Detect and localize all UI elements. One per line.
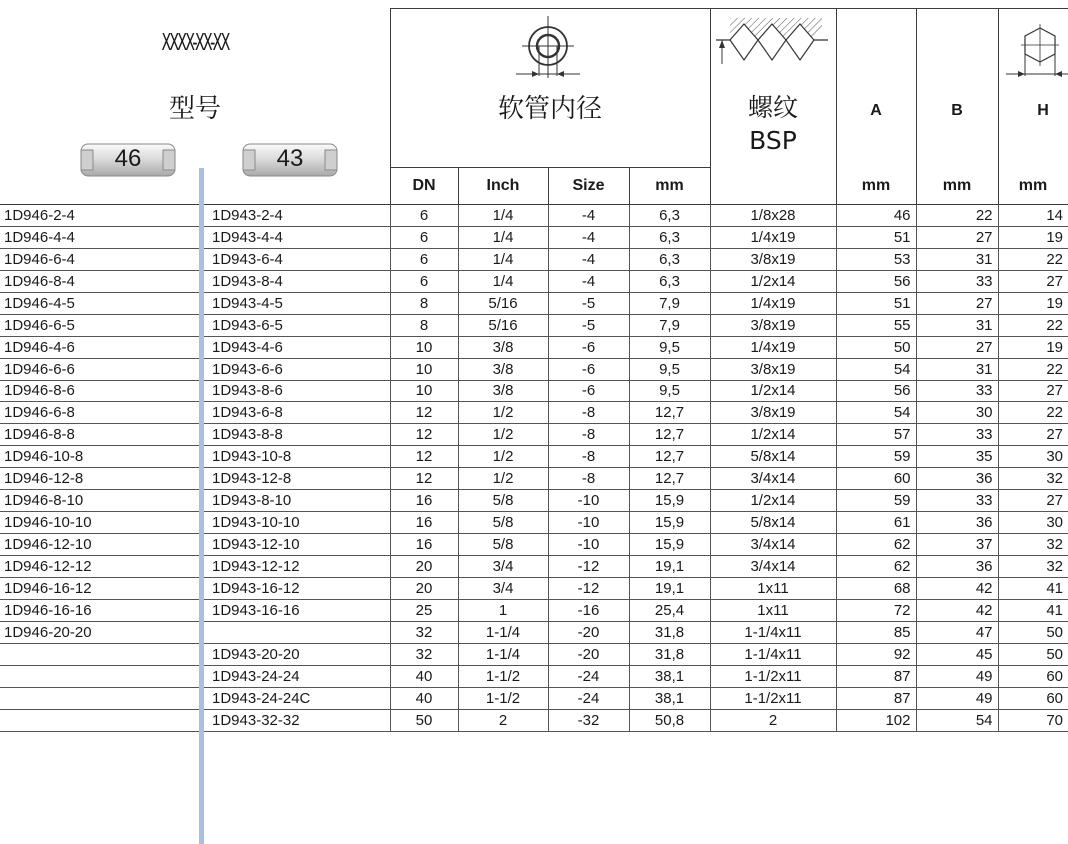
size-cell: -10 bbox=[548, 512, 629, 534]
dn-cell: 8 bbox=[390, 292, 458, 314]
thread-cell: 3/4x14 bbox=[710, 556, 836, 578]
inch-cell: 1/2 bbox=[458, 468, 548, 490]
model-43-cell: 1D943-8-8 bbox=[199, 424, 390, 446]
model-43-cell: 1D943-2-4 bbox=[199, 205, 390, 226]
dn-cell: 12 bbox=[390, 446, 458, 468]
col-b-header: B bbox=[951, 102, 963, 119]
table-row bbox=[0, 314, 1068, 336]
a-cell: 53 bbox=[836, 248, 916, 270]
sub-header-inch: Inch bbox=[486, 177, 520, 194]
a-cell: 87 bbox=[836, 687, 916, 709]
size-cell: -5 bbox=[548, 292, 629, 314]
spec-table bbox=[0, 205, 1068, 732]
h-cell: 60 bbox=[998, 687, 1068, 709]
table-row bbox=[0, 292, 1068, 314]
bore-mm-cell: 7,9 bbox=[629, 314, 710, 336]
bore-mm-cell: 38,1 bbox=[629, 665, 710, 687]
bore-mm-cell: 19,1 bbox=[629, 556, 710, 578]
dn-cell: 32 bbox=[390, 621, 458, 643]
dn-cell: 32 bbox=[390, 643, 458, 665]
table-row bbox=[0, 270, 1068, 292]
thread-cell: 1/4x19 bbox=[710, 292, 836, 314]
b-cell: 36 bbox=[916, 556, 998, 578]
model-46-cell: 1D946-4-5 bbox=[0, 292, 199, 314]
bore-mm-cell: 50,8 bbox=[629, 709, 710, 731]
table-row bbox=[0, 643, 1068, 665]
model-43-cell: 1D943-8-4 bbox=[199, 270, 390, 292]
size-cell: -16 bbox=[548, 599, 629, 621]
thread-cell: 1-1/2x11 bbox=[710, 665, 836, 687]
b-cell: 42 bbox=[916, 577, 998, 599]
inch-cell: 1/2 bbox=[458, 424, 548, 446]
sub-header-mm-h: mm bbox=[1018, 177, 1048, 194]
model-46-cell: 1D946-4-4 bbox=[0, 226, 199, 248]
inch-cell: 1/4 bbox=[458, 270, 548, 292]
model-43-cell: 1D943-6-5 bbox=[199, 314, 390, 336]
dn-cell: 10 bbox=[390, 358, 458, 380]
hexagon-width-icon bbox=[1006, 24, 1068, 80]
b-cell: 45 bbox=[916, 643, 998, 665]
model-46-cell: 1D946-6-6 bbox=[0, 358, 199, 380]
a-cell: 57 bbox=[836, 424, 916, 446]
model-43-cell: 1D943-16-12 bbox=[199, 577, 390, 599]
size-cell: -4 bbox=[548, 270, 629, 292]
dn-cell: 16 bbox=[390, 534, 458, 556]
table-row bbox=[0, 358, 1068, 380]
inch-cell: 1/4 bbox=[458, 205, 548, 226]
a-cell: 59 bbox=[836, 490, 916, 512]
h-cell: 14 bbox=[998, 205, 1068, 226]
a-cell: 62 bbox=[836, 556, 916, 578]
bore-mm-cell: 15,9 bbox=[629, 512, 710, 534]
b-cell: 35 bbox=[916, 446, 998, 468]
bore-mm-cell: 9,5 bbox=[629, 336, 710, 358]
col-a-header: A bbox=[870, 102, 882, 119]
a-cell: 68 bbox=[836, 577, 916, 599]
dn-cell: 6 bbox=[390, 205, 458, 226]
model-43-cell: 1D943-10-10 bbox=[199, 512, 390, 534]
fitting-43-label: 43 bbox=[276, 145, 304, 172]
table-row bbox=[0, 665, 1068, 687]
b-cell: 33 bbox=[916, 490, 998, 512]
col-h-header: H bbox=[1037, 102, 1049, 119]
bore-mm-cell: 31,8 bbox=[629, 621, 710, 643]
dn-cell: 6 bbox=[390, 248, 458, 270]
inch-cell: 2 bbox=[458, 709, 548, 731]
h-cell: 22 bbox=[998, 402, 1068, 424]
b-cell: 47 bbox=[916, 621, 998, 643]
sub-header-dn: DN bbox=[412, 177, 436, 194]
thread-cell: 1/4x19 bbox=[710, 336, 836, 358]
a-cell: 56 bbox=[836, 270, 916, 292]
h-cell: 27 bbox=[998, 270, 1068, 292]
thread-cell: 3/8x19 bbox=[710, 358, 836, 380]
b-cell: 36 bbox=[916, 468, 998, 490]
model-46-cell: 1D946-8-6 bbox=[0, 380, 199, 402]
fitting-46-label: 46 bbox=[114, 145, 142, 172]
b-cell: 27 bbox=[916, 226, 998, 248]
dn-cell: 12 bbox=[390, 468, 458, 490]
model-43-cell: 1D943-4-5 bbox=[199, 292, 390, 314]
dn-cell: 10 bbox=[390, 336, 458, 358]
size-cell: -20 bbox=[548, 643, 629, 665]
size-cell: -6 bbox=[548, 380, 629, 402]
a-cell: 72 bbox=[836, 599, 916, 621]
bore-mm-cell: 38,1 bbox=[629, 687, 710, 709]
model-46-cell bbox=[0, 687, 199, 709]
table-row bbox=[0, 490, 1068, 512]
size-cell: -6 bbox=[548, 336, 629, 358]
h-cell: 41 bbox=[998, 599, 1068, 621]
model-46-cell: 1D946-10-8 bbox=[0, 446, 199, 468]
model-46-cell bbox=[0, 643, 199, 665]
model-43-cell: 1D943-6-8 bbox=[199, 402, 390, 424]
fitting-43-graphic bbox=[240, 138, 340, 180]
size-cell: -4 bbox=[548, 205, 629, 226]
a-cell: 46 bbox=[836, 205, 916, 226]
size-cell: -8 bbox=[548, 468, 629, 490]
size-cell: -10 bbox=[548, 534, 629, 556]
b-cell: 54 bbox=[916, 709, 998, 731]
thread-cell: 1-1/2x11 bbox=[710, 687, 836, 709]
bore-mm-cell: 9,5 bbox=[629, 358, 710, 380]
h-cell: 22 bbox=[998, 248, 1068, 270]
model-46-cell: 1D946-12-10 bbox=[0, 534, 199, 556]
dn-cell: 6 bbox=[390, 270, 458, 292]
h-cell: 32 bbox=[998, 556, 1068, 578]
a-cell: 56 bbox=[836, 380, 916, 402]
hose-id-label: 软管内径 bbox=[497, 94, 602, 124]
inch-cell: 1/2 bbox=[458, 402, 548, 424]
size-cell: -24 bbox=[548, 687, 629, 709]
bore-mm-cell: 6,3 bbox=[629, 248, 710, 270]
model-46-cell: 1D946-16-12 bbox=[0, 577, 199, 599]
inch-cell: 3/8 bbox=[458, 358, 548, 380]
inch-cell: 1-1/2 bbox=[458, 687, 548, 709]
inch-cell: 1 bbox=[458, 599, 548, 621]
inch-cell: 5/8 bbox=[458, 512, 548, 534]
h-cell: 30 bbox=[998, 446, 1068, 468]
h-cell: 22 bbox=[998, 358, 1068, 380]
bore-mm-cell: 6,3 bbox=[629, 226, 710, 248]
table-row bbox=[0, 248, 1068, 270]
b-cell: 31 bbox=[916, 358, 998, 380]
thread-cell: 1x11 bbox=[710, 577, 836, 599]
model-46-cell: 1D946-8-8 bbox=[0, 424, 199, 446]
size-cell: -8 bbox=[548, 424, 629, 446]
dn-cell: 12 bbox=[390, 402, 458, 424]
thread-cell: 3/4x14 bbox=[710, 534, 836, 556]
table-row bbox=[0, 534, 1068, 556]
a-cell: 62 bbox=[836, 534, 916, 556]
a-cell: 60 bbox=[836, 468, 916, 490]
inch-cell: 3/8 bbox=[458, 336, 548, 358]
h-cell: 60 bbox=[998, 665, 1068, 687]
thread-cell: 2 bbox=[710, 709, 836, 731]
size-cell: -5 bbox=[548, 314, 629, 336]
bore-mm-cell: 15,9 bbox=[629, 490, 710, 512]
table-row bbox=[0, 380, 1068, 402]
model-46-cell bbox=[0, 665, 199, 687]
model-46-cell bbox=[0, 709, 199, 731]
model-43-cell: 1D943-24-24 bbox=[199, 665, 390, 687]
bore-mm-cell: 12,7 bbox=[629, 468, 710, 490]
b-cell: 36 bbox=[916, 512, 998, 534]
code-format: XXXX-XX-XX bbox=[161, 30, 229, 56]
b-cell: 31 bbox=[916, 248, 998, 270]
inch-cell: 5/16 bbox=[458, 314, 548, 336]
model-43-cell: 1D943-12-12 bbox=[199, 556, 390, 578]
model-46-cell: 1D946-12-12 bbox=[0, 556, 199, 578]
model-46-cell: 1D946-20-20 bbox=[0, 621, 199, 643]
size-cell: -32 bbox=[548, 709, 629, 731]
h-cell: 50 bbox=[998, 643, 1068, 665]
h-cell: 19 bbox=[998, 336, 1068, 358]
table-row bbox=[0, 709, 1068, 731]
model-43-cell: 1D943-12-10 bbox=[199, 534, 390, 556]
table-row bbox=[0, 424, 1068, 446]
table-row bbox=[0, 556, 1068, 578]
concentric-circle-diameter-icon bbox=[510, 14, 586, 80]
h-cell: 27 bbox=[998, 424, 1068, 446]
model-46-cell: 1D946-6-8 bbox=[0, 402, 199, 424]
size-cell: -12 bbox=[548, 556, 629, 578]
inch-cell: 1/4 bbox=[458, 248, 548, 270]
a-cell: 61 bbox=[836, 512, 916, 534]
dn-cell: 16 bbox=[390, 512, 458, 534]
sub-header-mm: mm bbox=[655, 177, 684, 194]
bore-mm-cell: 7,9 bbox=[629, 292, 710, 314]
thread-cell: 1x11 bbox=[710, 599, 836, 621]
h-cell: 27 bbox=[998, 490, 1068, 512]
table-body bbox=[0, 205, 1068, 731]
model-divider-bar bbox=[199, 168, 204, 844]
model-46-cell: 1D946-10-10 bbox=[0, 512, 199, 534]
thread-cell: 1/2x14 bbox=[710, 424, 836, 446]
sub-header-mm-a: mm bbox=[861, 177, 891, 194]
bore-mm-cell: 6,3 bbox=[629, 205, 710, 226]
model-43-cell: 1D943-24-24C bbox=[199, 687, 390, 709]
model-46-cell: 1D946-16-16 bbox=[0, 599, 199, 621]
size-cell: -4 bbox=[548, 226, 629, 248]
bore-mm-cell: 12,7 bbox=[629, 402, 710, 424]
dn-cell: 12 bbox=[390, 424, 458, 446]
a-cell: 85 bbox=[836, 621, 916, 643]
dn-cell: 50 bbox=[390, 709, 458, 731]
model-43-cell: 1D943-8-6 bbox=[199, 380, 390, 402]
table-row bbox=[0, 468, 1068, 490]
a-cell: 55 bbox=[836, 314, 916, 336]
model-43-cell: 1D943-6-6 bbox=[199, 358, 390, 380]
inch-cell: 3/4 bbox=[458, 556, 548, 578]
inch-cell: 1-1/2 bbox=[458, 665, 548, 687]
inch-cell: 3/4 bbox=[458, 577, 548, 599]
a-cell: 59 bbox=[836, 446, 916, 468]
a-cell: 54 bbox=[836, 402, 916, 424]
model-46-cell: 1D946-6-4 bbox=[0, 248, 199, 270]
h-cell: 27 bbox=[998, 380, 1068, 402]
model-46-cell: 1D946-4-6 bbox=[0, 336, 199, 358]
model-46-cell: 1D946-8-4 bbox=[0, 270, 199, 292]
table-row bbox=[0, 205, 1068, 226]
table-row bbox=[0, 402, 1068, 424]
a-cell: 51 bbox=[836, 292, 916, 314]
b-cell: 42 bbox=[916, 599, 998, 621]
thread-label bbox=[710, 91, 836, 157]
a-cell: 92 bbox=[836, 643, 916, 665]
table-row bbox=[0, 226, 1068, 248]
thread-cell: 1/2x14 bbox=[710, 270, 836, 292]
inch-cell: 5/16 bbox=[458, 292, 548, 314]
dn-cell: 40 bbox=[390, 665, 458, 687]
dn-cell: 25 bbox=[390, 599, 458, 621]
thread-cell: 5/8x14 bbox=[710, 512, 836, 534]
dn-cell: 20 bbox=[390, 577, 458, 599]
h-cell: 22 bbox=[998, 314, 1068, 336]
table-row bbox=[0, 599, 1068, 621]
thread-cell: 3/4x14 bbox=[710, 468, 836, 490]
inch-cell: 5/8 bbox=[458, 534, 548, 556]
inch-cell: 3/8 bbox=[458, 380, 548, 402]
model-43-cell bbox=[199, 621, 390, 643]
model-46-cell: 1D946-8-10 bbox=[0, 490, 199, 512]
model-46-cell: 1D946-12-8 bbox=[0, 468, 199, 490]
thread-cell: 1/2x14 bbox=[710, 490, 836, 512]
thread-cell: 1/4x19 bbox=[710, 226, 836, 248]
thread-cell: 3/8x19 bbox=[710, 402, 836, 424]
h-cell: 50 bbox=[998, 621, 1068, 643]
bore-mm-cell: 15,9 bbox=[629, 534, 710, 556]
thread-label-cn: 螺纹 bbox=[747, 93, 798, 122]
thread-cell: 1-1/4x11 bbox=[710, 643, 836, 665]
b-cell: 37 bbox=[916, 534, 998, 556]
table-row bbox=[0, 577, 1068, 599]
bore-mm-cell: 25,4 bbox=[629, 599, 710, 621]
b-cell: 33 bbox=[916, 424, 998, 446]
size-cell: -24 bbox=[548, 665, 629, 687]
table-row bbox=[0, 336, 1068, 358]
size-cell: -6 bbox=[548, 358, 629, 380]
model-43-cell: 1D943-20-20 bbox=[199, 643, 390, 665]
fitting-46-graphic bbox=[78, 138, 178, 180]
h-cell: 41 bbox=[998, 577, 1068, 599]
a-cell: 102 bbox=[836, 709, 916, 731]
model-43-cell: 1D943-8-10 bbox=[199, 490, 390, 512]
bore-mm-cell: 12,7 bbox=[629, 446, 710, 468]
inch-cell: 1-1/4 bbox=[458, 643, 548, 665]
thread-cell: 3/8x19 bbox=[710, 248, 836, 270]
dn-cell: 6 bbox=[390, 226, 458, 248]
thread-cell: 3/8x19 bbox=[710, 314, 836, 336]
model-43-cell: 1D943-10-8 bbox=[199, 446, 390, 468]
model-43-cell: 1D943-16-16 bbox=[199, 599, 390, 621]
model-46-cell: 1D946-6-5 bbox=[0, 314, 199, 336]
model-43-cell: 1D943-4-4 bbox=[199, 226, 390, 248]
h-cell: 32 bbox=[998, 468, 1068, 490]
b-cell: 33 bbox=[916, 270, 998, 292]
model-43-cell: 1D943-32-32 bbox=[199, 709, 390, 731]
model-label: 型号 bbox=[168, 94, 221, 124]
sub-header-mm-b: mm bbox=[942, 177, 972, 194]
sub-header-size: Size bbox=[572, 177, 605, 194]
dn-cell: 20 bbox=[390, 556, 458, 578]
b-cell: 49 bbox=[916, 687, 998, 709]
b-cell: 31 bbox=[916, 314, 998, 336]
thread-profile-icon bbox=[716, 18, 828, 68]
size-cell: -20 bbox=[548, 621, 629, 643]
thread-cell: 5/8x14 bbox=[710, 446, 836, 468]
dn-cell: 40 bbox=[390, 687, 458, 709]
model-43-cell: 1D943-4-6 bbox=[199, 336, 390, 358]
h-cell: 32 bbox=[998, 534, 1068, 556]
b-cell: 27 bbox=[916, 292, 998, 314]
model-46-cell: 1D946-2-4 bbox=[0, 205, 199, 226]
size-cell: -8 bbox=[548, 402, 629, 424]
h-cell: 30 bbox=[998, 512, 1068, 534]
table-row bbox=[0, 687, 1068, 709]
h-cell: 70 bbox=[998, 709, 1068, 731]
b-cell: 30 bbox=[916, 402, 998, 424]
bore-mm-cell: 9,5 bbox=[629, 380, 710, 402]
bore-mm-cell: 12,7 bbox=[629, 424, 710, 446]
dn-cell: 10 bbox=[390, 380, 458, 402]
bore-mm-cell: 19,1 bbox=[629, 577, 710, 599]
bore-mm-cell: 31,8 bbox=[629, 643, 710, 665]
a-cell: 50 bbox=[836, 336, 916, 358]
b-cell: 49 bbox=[916, 665, 998, 687]
thread-label-bsp: BSP bbox=[749, 126, 797, 155]
thread-cell: 1/8x28 bbox=[710, 205, 836, 226]
dn-cell: 8 bbox=[390, 314, 458, 336]
a-cell: 54 bbox=[836, 358, 916, 380]
model-43-cell: 1D943-12-8 bbox=[199, 468, 390, 490]
inch-cell: 1/4 bbox=[458, 226, 548, 248]
b-cell: 22 bbox=[916, 205, 998, 226]
a-cell: 87 bbox=[836, 665, 916, 687]
size-cell: -12 bbox=[548, 577, 629, 599]
bore-mm-cell: 6,3 bbox=[629, 270, 710, 292]
a-cell: 51 bbox=[836, 226, 916, 248]
header-top-line bbox=[390, 8, 1068, 9]
size-cell: -10 bbox=[548, 490, 629, 512]
table-row bbox=[0, 621, 1068, 643]
dn-cell: 16 bbox=[390, 490, 458, 512]
thread-cell: 1-1/4x11 bbox=[710, 621, 836, 643]
thread-cell: 1/2x14 bbox=[710, 380, 836, 402]
model-43-cell: 1D943-6-4 bbox=[199, 248, 390, 270]
h-cell: 19 bbox=[998, 292, 1068, 314]
b-cell: 27 bbox=[916, 336, 998, 358]
size-cell: -4 bbox=[548, 248, 629, 270]
table-row bbox=[0, 446, 1068, 468]
size-cell: -8 bbox=[548, 446, 629, 468]
inch-cell: 5/8 bbox=[458, 490, 548, 512]
h-cell: 19 bbox=[998, 226, 1068, 248]
table-row bbox=[0, 512, 1068, 534]
inch-cell: 1-1/4 bbox=[458, 621, 548, 643]
b-cell: 33 bbox=[916, 380, 998, 402]
inch-cell: 1/2 bbox=[458, 446, 548, 468]
